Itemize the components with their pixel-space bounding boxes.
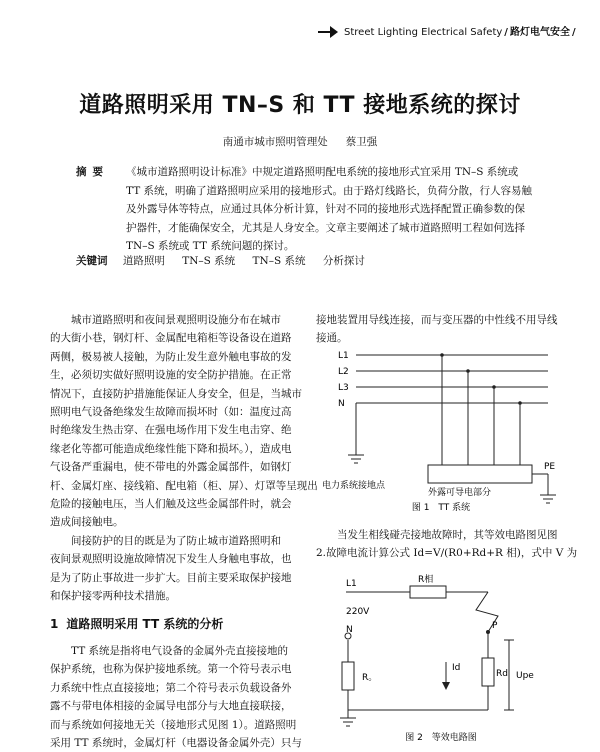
text-line: 杆、金属灯座、接线箱、配电箱（柜、屏）、灯罩等呈现出 <box>50 479 318 492</box>
label-n: N <box>346 625 353 635</box>
text-line: 情况下，直接防护措施能保证人身安全，但是，当城市 <box>50 387 302 400</box>
text-line: 的大街小巷，钢灯杆、金属配电箱柜等设备设在道路 <box>50 332 292 345</box>
text-line: 城市道路照明和夜间景观照明设施分布在城市 <box>71 314 281 326</box>
right-column-top <box>316 311 566 348</box>
text-line: 和保护接零两种技术措施。 <box>50 590 176 603</box>
figure-2-caption: 图 2 等效电路图 <box>405 733 477 743</box>
text-line: 而与系统如何接地无关（接地形式见图 1）。道路照明 <box>50 718 297 731</box>
keyword: TN–S 系统 <box>252 255 306 267</box>
text-line: 气设备严重漏电，使不带电的外露金属部件，如钢灯 <box>50 461 292 474</box>
resistor-r0 <box>342 662 354 690</box>
right-column-mid <box>316 526 578 563</box>
text-line: 接地装置用导线连接，而与变压器的中性线不用导线 <box>316 314 558 326</box>
text-line: 造成间接触电。 <box>50 516 124 529</box>
header-line <box>318 31 330 33</box>
label-pe: PE <box>544 462 556 472</box>
header-text: Street Lighting Electrical Safety / 路灯电气安全 / <box>344 27 576 38</box>
section-title: 道路照明采用 TT 系统的分析 <box>66 616 224 631</box>
keywords-label: 关键词 <box>76 255 108 267</box>
text-line: 生，必须切实做好照明设施的安全防护措施。在正常 <box>50 369 292 382</box>
abstract-label: 摘要 <box>76 166 109 178</box>
label-l1: L1 <box>346 579 357 589</box>
power-ground-caption: 电力系统接地点 <box>322 481 386 491</box>
keywords <box>76 253 379 268</box>
article-title: 道路照明采用 TN–S 和 TT 接地系统的探讨 <box>79 93 521 118</box>
header-chinese: 路灯电气安全 <box>509 27 570 38</box>
text-line: TT 系统是指将电气设备的金属外壳直接接地的 <box>71 644 289 657</box>
abstract-line: TT 系统，明确了道路照明应采用的接地形式。由于路灯线路长，负荷分散，行人容易触 <box>126 184 533 197</box>
resistor-rd <box>482 658 494 686</box>
text-line: 缘老化等都可能造成绝缘性能下降和损坏。），造成电 <box>50 442 292 455</box>
author-name: 蔡卫强 <box>345 136 378 148</box>
text-line: 采用 TT 系统时，金属灯杆（电器设备金属外壳）只与 <box>50 736 302 749</box>
left-column <box>50 311 318 752</box>
abstract <box>76 163 556 256</box>
arrow-right-icon <box>330 26 338 38</box>
equivalent-circuit-diagram <box>316 570 566 745</box>
exposed-part-caption: 外露可导电部分 <box>428 488 492 498</box>
keyword: 分析探讨 <box>322 255 365 267</box>
text-line: 保护系统，也称为保护接地系统。第一个符号表示电 <box>50 663 292 676</box>
equipment-enclosure <box>428 465 532 483</box>
text-line: 是为了防止事故进一步扩大。目前主要采取保护接地 <box>50 571 292 584</box>
label-r0: R。 <box>362 673 378 683</box>
text-line: 力系统中性点直接接地；第二个符号表示负载设备外 <box>50 681 292 694</box>
figure-tt-system <box>316 345 566 515</box>
paragraph-3 <box>50 642 300 752</box>
text-line: 间接防护的目的既是为了防止城市道路照明和 <box>71 534 281 547</box>
figure-1-caption: 图 1 TT 系统 <box>411 503 471 513</box>
header-english: Street Lighting Electrical Safety <box>344 27 503 38</box>
figure-equivalent-circuit <box>316 570 566 745</box>
keyword: 道路照明 <box>122 255 165 267</box>
abstract-line: 《城市道路照明设计标准》中规定道路照明配电系统的接地形式宜采用 TN–S 系统或 <box>126 166 519 178</box>
label-p: P <box>492 621 498 631</box>
abstract-line: TN–S 系统或 TT 系统问题的探讨。 <box>126 240 295 252</box>
label-voltage: 220V <box>346 607 370 617</box>
label-l3: L3 <box>338 383 349 393</box>
label-r-phase: R相 <box>418 575 434 585</box>
abstract-line: 及外露导体等特点，应通过具体分析计算，针对不同的接地形式选择配置正确参数的保 <box>126 203 525 215</box>
text-line: 露不与带电体相接的金属导电部分与大地直接联接， <box>50 700 292 713</box>
section-number: 1 <box>50 616 59 631</box>
author-line <box>0 134 600 149</box>
text-line: 2.故障电流计算公式 Id=V/(R0+Rd+R 相)，式中 V 为 <box>316 547 578 560</box>
label-l2: L2 <box>338 367 349 377</box>
label-l1: L1 <box>338 351 349 361</box>
keyword: TN–S 系统 <box>182 255 236 267</box>
running-header <box>318 22 588 42</box>
text-line: 照明电气设备绝缘发生故障而损坏时（如：温度过高 <box>50 406 292 419</box>
section-heading <box>50 615 300 633</box>
label-id: Id <box>452 663 461 673</box>
text-line: 夜间景观照明设施故障情况下发生人身触电事故，也 <box>50 553 292 566</box>
text-line: 接通。 <box>316 332 348 345</box>
text-line: 危险的接触电压，当人们触及这些金属部件时，就会 <box>50 498 292 511</box>
text-line: 当发生相线碰壳接地故障时，其等效电路图见图 <box>337 529 558 541</box>
resistor-r-phase <box>410 586 446 598</box>
label-upe: Upe <box>516 671 534 681</box>
label-rd: Rd <box>496 669 508 679</box>
text-line: 两侧，极易被人接触，为防止发生意外触电事故的发 <box>50 350 292 363</box>
text-line: 时绝缘发生热击穿、在强电场作用下发生电击穿、绝 <box>50 424 292 437</box>
author-org: 南通市城市照明管理处 <box>222 136 328 148</box>
paragraph-1 <box>50 311 318 532</box>
tt-system-diagram <box>316 345 566 515</box>
abstract-line: 护器件，才能确保安全，尤其是人身安全。文章主要阐述了城市道路照明工程如何选择 <box>126 221 525 234</box>
label-n: N <box>338 399 345 409</box>
paragraph-2 <box>50 532 300 606</box>
